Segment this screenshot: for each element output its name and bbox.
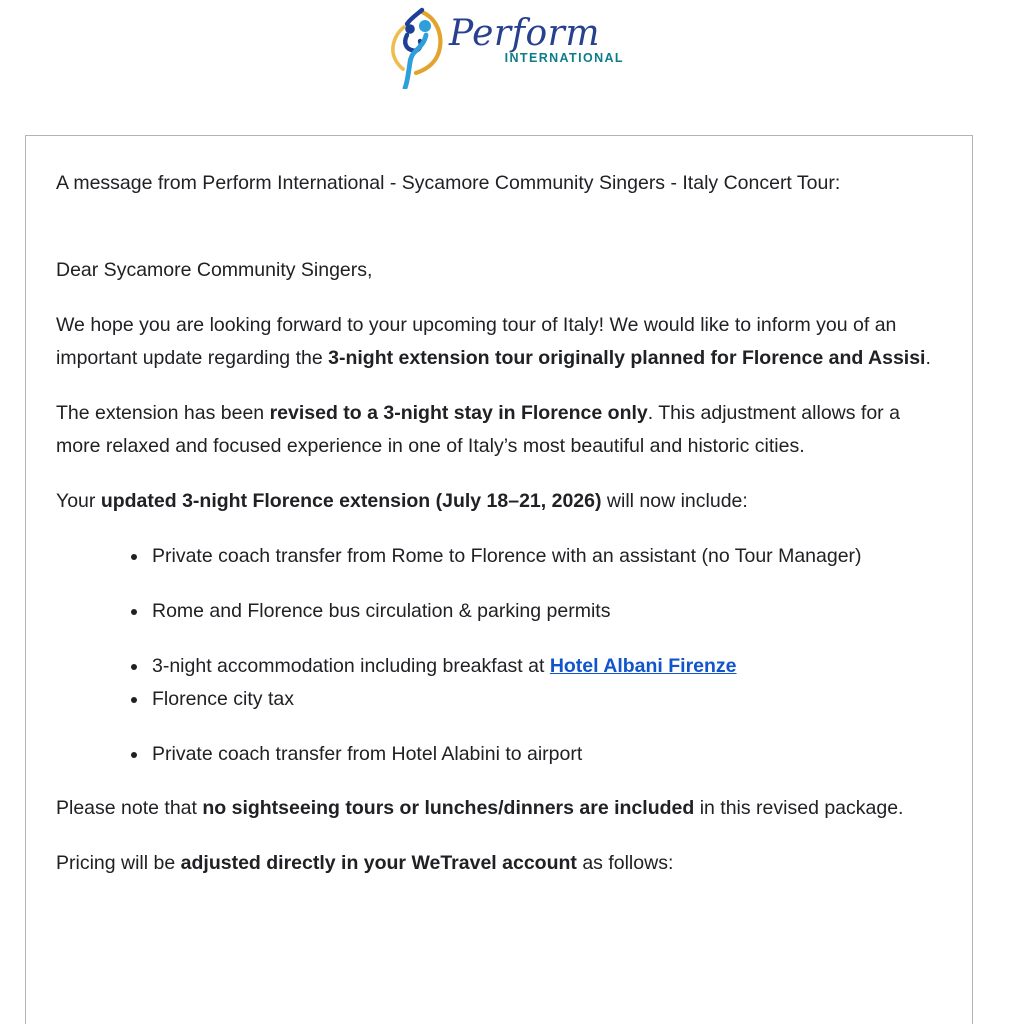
list-item	[149, 595, 942, 628]
paragraph-revision	[56, 397, 942, 463]
paragraph-include-intro	[56, 485, 942, 518]
text-run: Please note that	[56, 797, 203, 819]
greeting-line: Dear Sycamore Community Singers,	[56, 259, 373, 281]
message-header-line: A message from Perform International - Sycamore Community Singers - Italy Concert Tour:	[56, 172, 841, 194]
email-message-card	[25, 135, 973, 1024]
bold-text-run: updated 3-night Florence extension (July 18–21, 2026)	[100, 490, 602, 512]
bold-text-run: no sightseeing tours or lunches/dinners are included	[202, 797, 695, 819]
logo-brand-text: Perform	[449, 13, 600, 54]
hotel-albani-firenze-link[interactable]: Hotel Albani Firenze	[549, 655, 737, 677]
paragraph-note	[56, 792, 942, 825]
bold-text-run: adjusted directly in your WeTravel account	[180, 852, 577, 874]
text-run: as follows:	[576, 852, 674, 874]
text-run: We hope you are looking forward to your upcoming tour of Italy! We would like to inform you of an important update regarding the	[56, 314, 897, 369]
text-run: Rome and Florence bus circulation & parking permits	[152, 600, 611, 622]
text-run: will now include:	[601, 490, 748, 512]
list-item	[149, 650, 942, 683]
list-item	[149, 738, 942, 771]
paragraph-pricing	[56, 847, 942, 880]
text-run: The extension has been	[56, 402, 270, 424]
text-run: Private coach transfer from Hotel Alabini to airport	[152, 743, 583, 765]
text-run: Private coach transfer from Rome to Florence with an assistant (no Tour Manager)	[152, 545, 862, 567]
bold-text-run: 3-night extension tour originally planned for Florence and Assisi	[328, 347, 926, 369]
text-run: in this revised package.	[694, 797, 904, 819]
logo-subtext: INTERNATIONAL	[504, 51, 624, 65]
text-run: .	[925, 347, 931, 369]
text-run: Your	[56, 490, 101, 512]
logo-text-block	[449, 5, 624, 65]
text-run: . This adjustment allows for a more relaxed and focused experience in one of Italy’s most beautiful and historic cities.	[56, 402, 900, 457]
list-item	[149, 540, 942, 573]
dancing-figures-icon	[386, 5, 443, 89]
text-run: Florence city tax	[152, 688, 294, 710]
text-run: Pricing will be	[56, 852, 181, 874]
perform-international-logo	[0, 0, 999, 89]
paragraph-update	[56, 309, 942, 375]
list-item	[149, 683, 942, 716]
text-run: 3-night accommodation including breakfast at	[152, 655, 550, 677]
inclusions-list	[56, 540, 942, 771]
bold-text-run: revised to a 3-night stay in Florence only	[269, 402, 648, 424]
